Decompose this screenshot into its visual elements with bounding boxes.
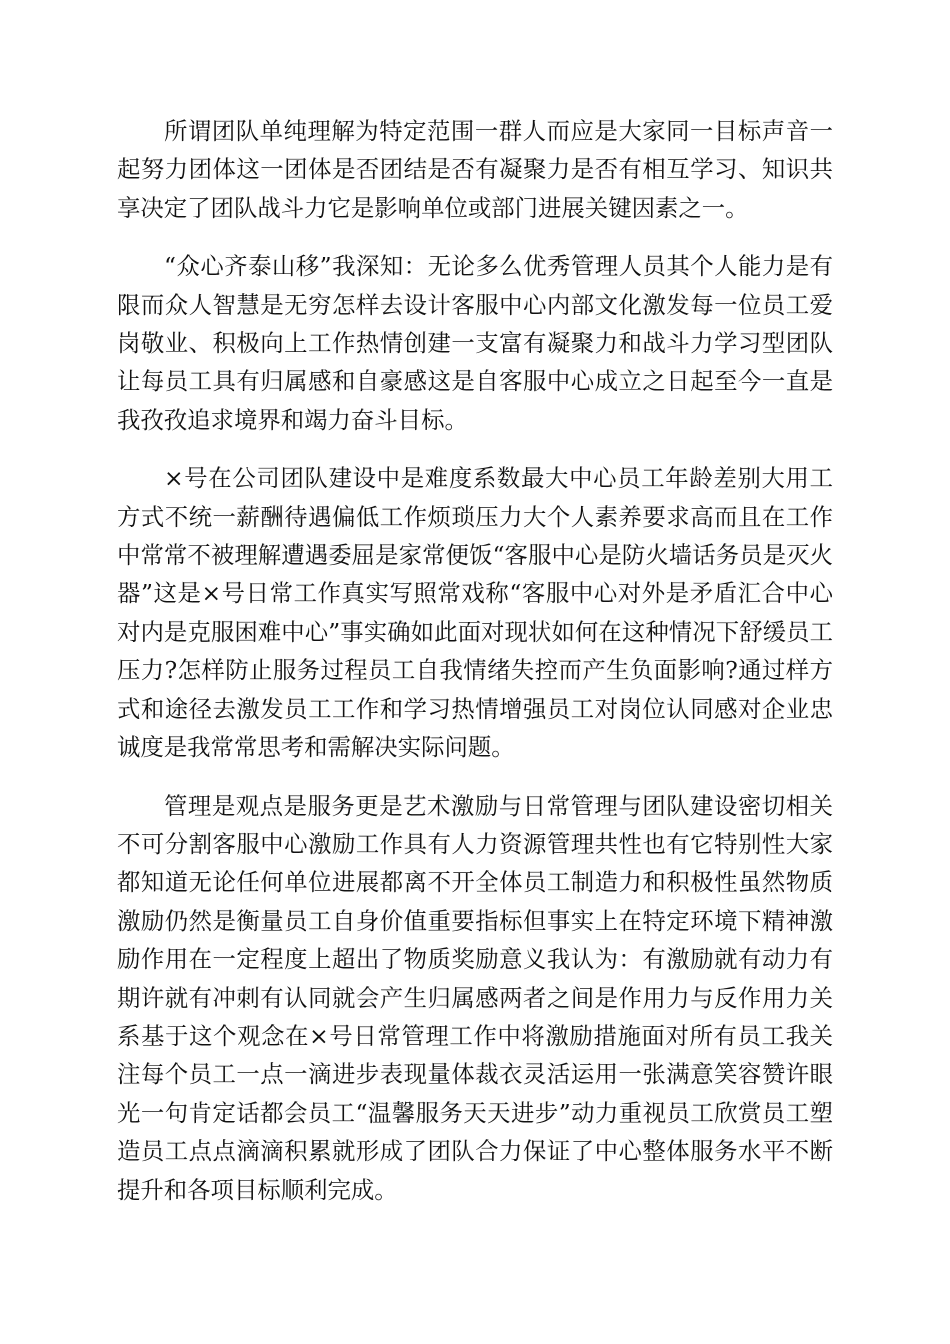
- paragraph-3: ×号在公司团队建设中是难度系数最大中心员工年龄差别大用工方式不统一薪酬待遇偏低工作烦琐压力大个人素养要求高而且在工作中常常不被理解遭遇委屈是家常便饭“客服中心是防火墙话务员是灭火器”这是×号日常工作真实写照常戏称“客服中心对外是矛盾汇合中心对内是克服困难中心”事实确如此面对现状如何在这种情况下舒缓员工压力?怎样防止服务过程员工自我情绪失控而产生负面影响?通过样方式和途径去激发员工工作和学习热情增强员工对岗位认同感对企业忠诚度是我常常思考和需解决实际问题。: [117, 464, 833, 762]
- paragraph-1: 所谓团队单纯理解为特定范围一群人而应是大家同一目标声音一起努力团体这一团体是否团结是否有凝聚力是否有相互学习、知识共享决定了团队战斗力它是影响单位或部门进展关键因素之一。: [117, 117, 833, 222]
- paragraph-2: “众心齐泰山移”我深知：无论多么优秀管理人员其个人能力是有限而众人智慧是无穷怎样去设计客服中心内部文化激发每一位员工爱岗敬业、积极向上工作热情创建一支富有凝聚力和战斗力学习型团队让每员工具有归属感和自豪感这是自客服中心成立之日起至今一直是我孜孜追求境界和竭力奋斗目标。: [117, 252, 833, 434]
- document-body: [117, 112, 833, 1229]
- paragraph-4: 管理是观点是服务更是艺术激励与日常管理与团队建设密切相关不可分割客服中心激励工作具有人力资源管理共性也有它特别性大家都知道无论任何单位进展都离不开全体员工制造力和积极性虽然物质激励仍然是衡量员工自身价值重要指标但事实上在特定环境下精神激励作用在一定程度上超出了物质奖励意义我认为：有激励就有动力有期许就有冲刺有认同就会产生归属感两者之间是作用力与反作用力关系基于这个观念在×号日常管理工作中将激励措施面对所有员工我关注每个员工一点一滴进步表现量体裁衣灵活运用一张满意笑容赞许眼光一句肯定话都会员工“温馨服务天天进步”动力重视员工欣赏员工塑造员工点点滴滴积累就形成了团队合力保证了中心整体服务水平不断提升和各项目标顺利完成。: [117, 791, 833, 1204]
